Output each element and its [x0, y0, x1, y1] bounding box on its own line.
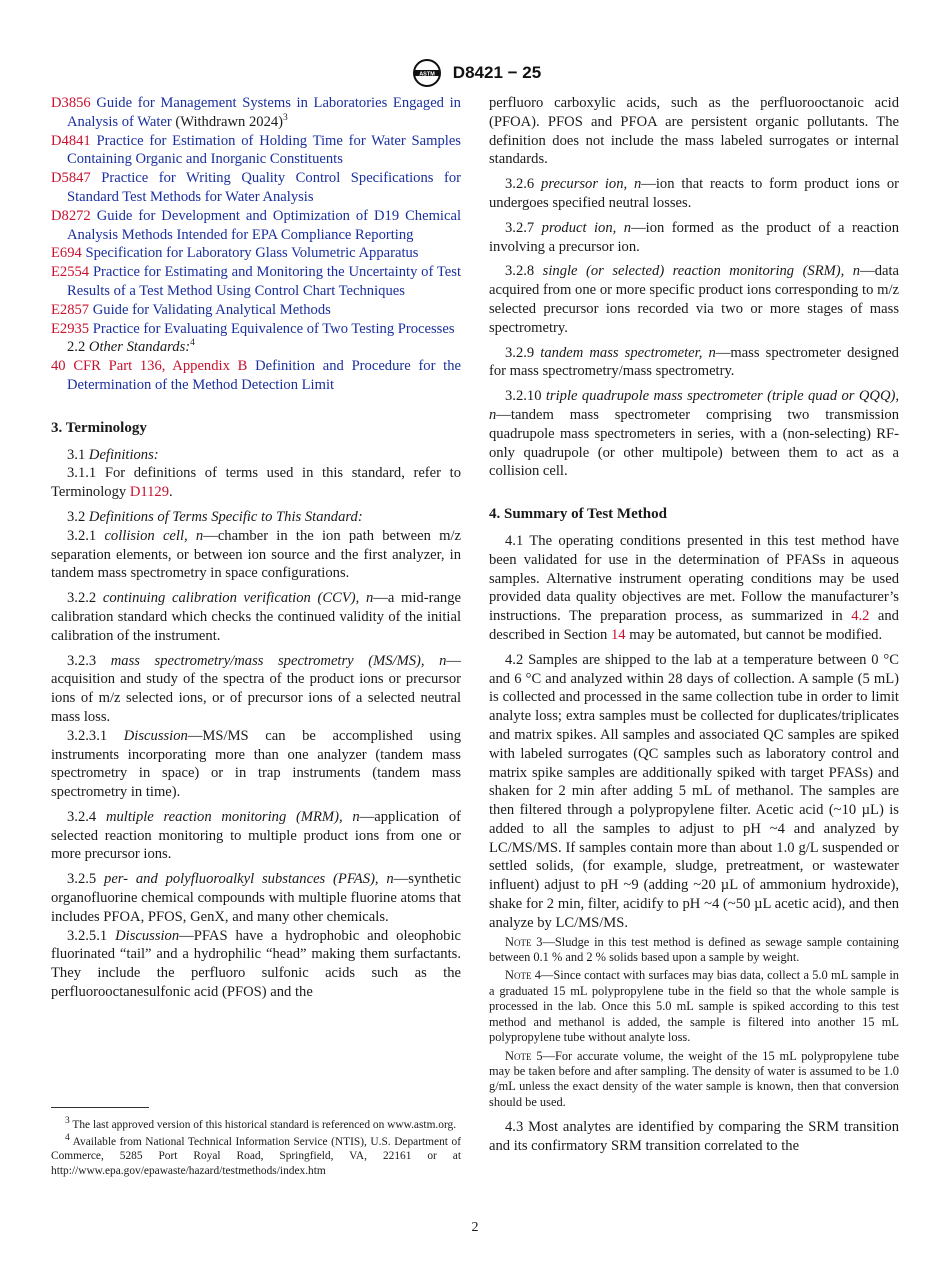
reference-title[interactable]: Specification for Laboratory Glass Volumetric Apparatus [85, 245, 419, 262]
section-link[interactable]: 4.2 [851, 608, 870, 625]
term-number: 3.2.8 [505, 263, 535, 280]
reference-title[interactable]: Guide for Development and Optimization of D19 Chemical Analysis Methods Intended for EPA Compliance Reporting [67, 207, 461, 243]
paragraph-text: may be automated, but cannot be modified. [625, 626, 883, 643]
reference-title[interactable]: Guide for Validating Analytical Methods [92, 301, 331, 318]
paragraph-text: 3.1.1 For definitions of terms used in this standard, refer to Terminology [51, 465, 461, 501]
term-text: —PFAS have a hydrophobic and oleophobic fluorinated “tail” and a hydrophilic “head” making them surfactants. They include the perfluoro sulfonic acids such as the perfluorooctanesulfonic acid (PFOS) and the [51, 927, 461, 1001]
term-definition [489, 344, 899, 382]
paragraph [489, 532, 899, 645]
reference-title[interactable]: Guide for Management Systems in Laboratories Engaged in Analysis of Water [67, 95, 461, 130]
term-definition [51, 727, 461, 802]
term-name: per- and polyfluoroalkyl substances (PFAS), n [104, 871, 394, 888]
reference-code[interactable]: E2857 [51, 301, 90, 318]
reference-title[interactable]: Practice for Estimation of Holding Time for Water Samples Containing Organic and Inorganic Constituents [67, 132, 461, 168]
reference-code[interactable]: 40 CFR Part 136, Appendix B [51, 358, 248, 375]
term-number: 3.2.6 [505, 176, 535, 193]
term-text: —ion that reacts to form product ions or undergoes specified neutral losses. [489, 176, 899, 211]
term-text: —tandem mass spectrometer comprising two transmission quadrupole mass spectrometers in series, with a (non-selecting) RF-only quadrupole (or other multipole) between them to act as a collision cell. [489, 406, 899, 480]
paragraph-text: . [169, 484, 173, 501]
term-name: continuing calibration verification (CCV), n [102, 590, 374, 607]
term-name: Discussion [123, 727, 188, 744]
term-number: 3.2.3 [67, 652, 97, 669]
term-definition [489, 262, 899, 337]
reference-item [51, 357, 461, 395]
footnote-text: The last approved version of this historical standard is referenced on www.astm.org. [72, 1119, 457, 1131]
term-number: 3.2.5 [67, 871, 97, 888]
section-label: Definitions: [88, 446, 159, 463]
left-column [51, 94, 461, 1008]
term-name: collision cell, n [104, 527, 204, 544]
subsection-heading [51, 508, 461, 527]
term-definition [489, 175, 899, 213]
note [489, 968, 899, 1045]
footnote-number: 3 [65, 1116, 70, 1127]
section-link[interactable]: 14 [611, 626, 626, 643]
footnote [51, 1132, 461, 1179]
term-name: precursor ion, n [541, 176, 642, 193]
paragraph [51, 464, 461, 502]
term-text: —ion formed as the product of a reaction involving a precursor ion. [489, 219, 899, 255]
reference-link[interactable]: D1129 [129, 484, 170, 501]
footnote [51, 1118, 461, 1133]
term-name: triple quadrupole mass spectrometer (triple quad or QQQ), n [489, 388, 899, 423]
term-definition [51, 589, 461, 645]
paragraph-text: and described in Section [489, 608, 899, 643]
reference-item [51, 301, 461, 320]
term-definition [51, 808, 461, 864]
footnote-divider [51, 1107, 149, 1108]
term-text: —data acquired from one or more specific product ions corresponding to m/z selected precursor ions recorded via two or more stages of mass spectrometry. [489, 263, 899, 336]
term-name: multiple reaction monitoring (MRM), n [105, 808, 360, 825]
reference-item [51, 132, 461, 170]
term-text: —mass spectrometer designed for mass spectrometry/mass spectrometry. [489, 344, 899, 380]
term-name: mass spectrometry/mass spectrometry (MS/MS), n [110, 652, 447, 669]
paragraph-continuation: perfluoro carboxylic acids, such as the perfluorooctanoic acid (PFOA). PFOS and PFOA are persistent organic pollutants. The definition does not include the mass labeled surrogates or internal standards. [489, 95, 899, 168]
reference-title[interactable]: Practice for Evaluating Equivalence of Two Testing Processes [92, 320, 455, 337]
svg-text:ASTM: ASTM [419, 71, 435, 78]
footnote-number: 4 [65, 1132, 70, 1143]
page-number: 2 [471, 1220, 479, 1235]
footnote-ref: 3 [283, 112, 288, 123]
footnote-ref: 4 [190, 338, 195, 349]
reference-code[interactable]: D5847 [51, 170, 91, 187]
term-definition [51, 527, 461, 583]
term-definition [489, 387, 899, 481]
term-text: —chamber in the ion path between m/z separation elements, or between ion source and the first analyzer, in tandem mass spectrometry in space configurations. [51, 527, 461, 582]
reference-code[interactable]: E2935 [51, 320, 90, 337]
footnotes [51, 1118, 461, 1180]
term-number: 3.2.2 [67, 590, 97, 607]
note-label: Note 4 [505, 968, 541, 983]
term-number: 3.2.3.1 [67, 727, 108, 744]
designation: D8421 − 25 [452, 63, 542, 82]
note-label: Note 3 [505, 934, 543, 949]
section-number: 2.2 [67, 339, 86, 356]
note [489, 935, 899, 966]
term-number: 3.2.7 [505, 219, 535, 236]
paragraph: 4.3 Most analytes are identified by comparing the SRM transition and its confirmatory SRM transition correlated to the [489, 1119, 899, 1154]
reference-item [51, 263, 461, 301]
section-number: 3.2 [67, 508, 86, 525]
subsection-heading [51, 446, 461, 465]
reference-suffix: (Withdrawn 2024) [171, 113, 284, 130]
section-label: Other Standards: [88, 339, 191, 356]
note [489, 1049, 899, 1111]
term-text: —MS/MS can be accomplished using instruments incorporating more than one analyzer (tandem mass spectrometry in space) or in trap instruments (tandem mass spectrometry in time). [51, 727, 461, 801]
term-number: 3.2.9 [505, 344, 535, 361]
term-number: 3.2.1 [67, 527, 97, 544]
term-name: tandem mass spectrometer, n [540, 344, 716, 361]
section-heading: 4. Summary of Test Method [489, 506, 667, 523]
reference-title[interactable]: Practice for Estimating and Monitoring the Uncertainty of Test Results of a Test Method Using Control Chart Techniques [67, 264, 462, 299]
reference-item [51, 207, 461, 245]
reference-code[interactable]: D3856 [51, 95, 91, 111]
right-column [489, 94, 899, 1162]
reference-item [51, 320, 461, 339]
term-text: —acquisition and study of the spectra of the product ions or precursor ions of m/z selected ions, or of precursor ions of a selected neutral mass loss. [51, 652, 461, 725]
term-text: —a mid-range calibration standard which checks the continued validity of the initial calibration of the instrument. [51, 590, 461, 644]
other-standards-heading [51, 338, 461, 357]
term-definition [51, 870, 461, 926]
term-name: Discussion [115, 927, 180, 944]
note-text: —Sludge in this test method is defined as sewage sample containing between 0.1 % and 2 % solids based upon a sample by weight. [489, 934, 899, 965]
term-number: 3.2.5.1 [67, 927, 108, 944]
page-header [0, 58, 950, 93]
reference-code[interactable]: E2554 [51, 264, 90, 281]
note-text: —Since contact with surfaces may bias data, collect a 5.0 mL sample in a graduated 15 mL polypropylene tube in the field so that the whole sample is processed in the lab. Once this 5.0 mL sample is spiked according to this test method and methanol is added, the sample is filtered into another 15 mL polypropylene tube without analyte loss. [489, 968, 899, 1045]
note-label: Note 5 [505, 1048, 543, 1063]
term-name: single (or selected) reaction monitoring (SRM), n [542, 263, 861, 280]
reference-code[interactable]: E694 [51, 245, 82, 262]
paragraph: 4.2 Samples are shipped to the lab at a temperature between 0 °C and 6 °C and analyzed within 28 days of collection. A sample (5 mL) is collected and processed in the same collection tube in order to limit analyte loss; extra samples must be collected for duplicates/triplicates and matrix spikes. All samples and associated QC samples are spiked with labeled surrogates (QC samples such as laboratory control and matrix spike samples are additionally spiked with target PFASs) and shaken for 2 min after adding 5 mL of methanol. The samples are then filtered through a polypropylene filter. Acetic acid (~10 µL) is added to all the samples to adjust to pH ~4 and analyzed by LC/MS/MS. If samples contain more than about 1.0 g/L suspended or settled solids, (for example, sludge, pretreatment, or wastewater influent) adjust to pH ~9 (adding ~20 µL of ammonium hydroxide), shake for 2 min, filter, acidify to pH ~4 (~50 µL acetic acid), and then analyze by LC/MS/MS. [489, 651, 899, 931]
section-label: Definitions of Terms Specific to This Standard: [88, 508, 363, 525]
reference-title[interactable]: Practice for Writing Quality Control Specifications for Standard Test Methods for Water Analysis [67, 170, 461, 205]
section-number: 3.1 [67, 446, 86, 463]
term-definition [489, 219, 899, 257]
term-name: product ion, n [541, 219, 632, 236]
astm-logo-icon [409, 58, 445, 88]
reference-list [51, 94, 461, 338]
footnote-text: Available from National Technical Information Service (NTIS), U.S. Department of Commerce, 5285 Port Royal Road, Springfield, VA, 22161 or at http://www.epa.gov/epawaste/hazard/testmethods/index.htm [51, 1135, 461, 1177]
term-definition [51, 652, 461, 727]
term-number: 3.2.10 [505, 388, 542, 405]
term-number: 3.2.4 [67, 808, 97, 825]
term-text: —synthetic organofluorine chemical compounds with multiple fluorine atoms that includes PFOA, PFOS, GenX, and many other chemicals. [51, 871, 461, 925]
reference-code[interactable]: D8272 [51, 207, 91, 224]
term-text: —application of selected reaction monitoring to multiple product ions from one or more precursor ions. [51, 808, 461, 863]
section-heading: 3. Terminology [51, 419, 147, 436]
reference-item [51, 94, 461, 132]
paragraph-text: 4.1 The operating conditions presented in this test method have been validated for use in the determination of PFASs in aqueous samples. Alternative instrument operating conditions may be used provided data quality objectives are met. Follow the manufacturer’s instructions. The preparation process, as summarized in [489, 532, 899, 625]
term-definition [51, 927, 461, 1002]
reference-code[interactable]: D4841 [51, 132, 91, 149]
note-text: —For accurate volume, the weight of the 15 mL polypropylene tube may be taken before and after sampling. The density of water is assumed to be 1.0 g/mL unless the exact density of the water sample is known, then that conversion should be used. [489, 1048, 899, 1109]
reference-title[interactable]: Definition and Procedure for the Determination of the Method Detection Limit [67, 358, 462, 393]
reference-item [51, 169, 461, 207]
reference-item [51, 244, 461, 263]
